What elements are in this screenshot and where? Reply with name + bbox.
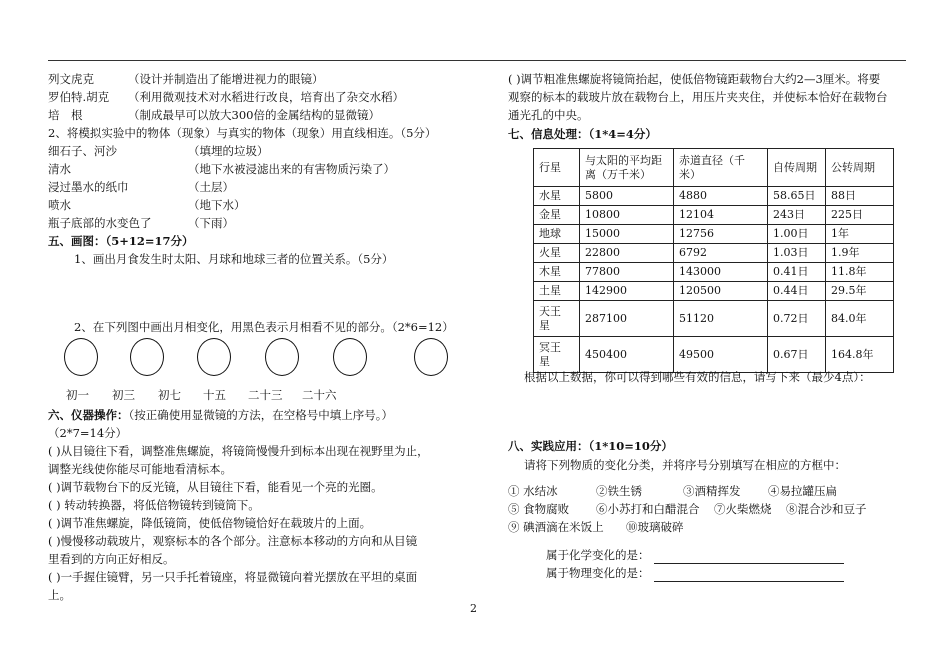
chemical-change-label: 属于化学变化的是： [546, 548, 650, 562]
planet-name: 地球 [534, 225, 580, 244]
moon-phase-circle-4[interactable] [265, 338, 299, 376]
top-rule [48, 60, 906, 61]
item-1: ① 水结冰 [508, 484, 558, 498]
physical-change-label: 属于物理变化的是： [546, 566, 650, 580]
planet-diameter: 143000 [674, 263, 768, 282]
item-2: ②铁生锈 [596, 484, 642, 498]
planet-diameter: 120500 [674, 282, 768, 301]
step-6: ( )一手握住镜臂，另一只手托着镜座，将显微镜向着光摆放在平坦的桌面 [48, 570, 418, 584]
moon-label-6: 二十六 [302, 388, 337, 402]
inventor-2-desc: （利用微观技术对水稻进行改良，培育出了杂交水稻） [128, 90, 404, 104]
planet-distance: 10800 [580, 206, 674, 225]
physical-change-row [546, 564, 844, 582]
planet-name: 木星 [534, 263, 580, 282]
table-row [534, 225, 894, 244]
planet-diameter: 4880 [674, 187, 768, 206]
planet-rotation: 0.41日 [768, 263, 826, 282]
matching-right-5: （下雨） [188, 216, 234, 230]
moon-label-2: 初三 [112, 388, 135, 402]
section-7-title: 七、信息处理：（1*4=4分） [508, 127, 657, 141]
header-rotation: 自传周期 [768, 149, 826, 187]
table-row [534, 282, 894, 301]
inventor-1: 列文虎克 [48, 72, 94, 86]
header-distance: 与太阳的平均距 离（万千米） [580, 149, 674, 187]
planet-diameter: 49500 [674, 337, 768, 373]
section-5-q2: 2、在下列图中画出月相变化，用黑色表示月相看不见的部分。（2*6=12） [74, 320, 454, 334]
item-10: ⑩玻璃破碎 [626, 520, 684, 534]
moon-label-3: 初七 [158, 388, 181, 402]
planet-name: 金星 [534, 206, 580, 225]
planet-revolution: 225日 [826, 206, 894, 225]
planet-name: 水星 [534, 187, 580, 206]
item-7: ⑦火柴燃烧 [714, 502, 772, 516]
section-8-intro: 请将下列物质的变化分类，并将序号分别填写在相应的方框中： [524, 458, 846, 472]
planet-distance: 142900 [580, 282, 674, 301]
planet-distance: 77800 [580, 263, 674, 282]
planet-rotation: 243日 [768, 206, 826, 225]
moon-label-4: 十五 [203, 388, 226, 402]
planet-diameter: 12104 [674, 206, 768, 225]
planet-revolution: 11.8年 [826, 263, 894, 282]
section-5-q1: 1、画出月食发生时太阳、月球和地球三者的位置关系。（5分） [74, 252, 394, 266]
item-8: ⑧混合沙和豆子 [786, 502, 867, 516]
section-5-title: 五、画图：（5+12=17分） [48, 234, 194, 248]
planet-revolution: 1年 [826, 225, 894, 244]
planet-distance: 22800 [580, 244, 674, 263]
planet-diameter: 6792 [674, 244, 768, 263]
planet-distance: 450400 [580, 337, 674, 373]
moon-phase-circle-1[interactable] [64, 338, 98, 376]
table-row [534, 263, 894, 282]
matching-right-3: （土层） [188, 180, 234, 194]
matching-left-5: 瓶子底部的水变色了 [48, 216, 152, 230]
moon-phase-circle-2[interactable] [130, 338, 164, 376]
step-5-cont: 里看到的方向正好相反。 [48, 552, 175, 566]
step-4: ( )调节准焦螺旋，降低镜筒，使低倍物镜恰好在载玻片的上面。 [48, 516, 372, 530]
matching-left-4: 喷水 [48, 198, 71, 212]
planet-table [533, 148, 894, 373]
moon-label-5: 二十三 [248, 388, 283, 402]
planet-rotation: 1.00日 [768, 225, 826, 244]
item-5: ⑤ 食物腐败 [508, 502, 570, 516]
planet-name: 火星 [534, 244, 580, 263]
step-2: ( )调节载物台下的反光镜，从目镜往下看，能看见一个亮的光圈。 [48, 480, 383, 494]
table-row [534, 301, 894, 337]
planet-rotation: 58.65日 [768, 187, 826, 206]
matching-right-1: （填埋的垃圾） [188, 144, 269, 158]
step-5: ( )慢慢移动载玻片，观察标本的各个部分。注意标本移动的方向和从目镜 [48, 534, 418, 548]
matching-left-2: 清水 [48, 162, 71, 176]
planet-revolution: 84.0年 [826, 301, 894, 337]
planet-revolution: 164.8年 [826, 337, 894, 373]
planet-distance: 15000 [580, 225, 674, 244]
table-row [534, 206, 894, 225]
matching-left-3: 浸过墨水的纸巾 [48, 180, 129, 194]
planet-rotation: 0.44日 [768, 282, 826, 301]
moon-phase-circle-3[interactable] [197, 338, 231, 376]
physical-change-answer-field[interactable] [654, 570, 844, 582]
planet-revolution: 88日 [826, 187, 894, 206]
question-2-title: 2、将模拟实验中的物体（现象）与真实的物体（现象）用直线相连。（5分） [48, 126, 437, 140]
planet-name: 土星 [534, 282, 580, 301]
table-question: 根据以上数据，你可以得到哪些有效的信息，请写下来（最少4点）： [524, 370, 871, 384]
header-planet: 行星 [534, 149, 580, 187]
planet-distance: 5800 [580, 187, 674, 206]
page-number: 2 [470, 602, 477, 615]
matching-right-2: （地下水被浸滤出来的有害物质污染了） [188, 162, 395, 176]
item-3: ③酒精挥发 [683, 484, 741, 498]
section-8-title: 八、实践应用：（1*10=10分） [508, 439, 673, 453]
chemical-change-row [546, 546, 844, 564]
planet-rotation: 1.03日 [768, 244, 826, 263]
planet-diameter: 51120 [674, 301, 768, 337]
moon-label-1: 初一 [66, 388, 89, 402]
table-header-row [534, 149, 894, 187]
planet-revolution: 1.9年 [826, 244, 894, 263]
chemical-change-answer-field[interactable] [654, 552, 844, 564]
planet-revolution: 29.5年 [826, 282, 894, 301]
section-6-score: （2*7=14分） [48, 426, 128, 440]
planet-name: 天王 星 [534, 301, 580, 337]
header-diameter: 赤道直径（千 米） [674, 149, 768, 187]
planet-distance: 287100 [580, 301, 674, 337]
item-4: ④易拉罐压扁 [768, 484, 837, 498]
step-1: ( )从目镜往下看，调整准焦螺旋，将镜筒慢慢升到标本出现在视野里为止， [48, 444, 429, 458]
step-3: ( ) 转动转换器，将低倍物镜转到镜筒下。 [48, 498, 260, 512]
table-row [534, 244, 894, 263]
inventor-2: 罗伯特.胡克 [48, 90, 110, 104]
step-7-cont-2: 通光孔的中央。 [508, 108, 589, 122]
section-6-note: （按正确使用显微镜的方法，在空格号中填上序号。） [128, 408, 393, 422]
step-7: ( )调节粗准焦螺旋将镜筒抬起，使低倍物镜距载物台大约2—3厘米。将要 [508, 72, 881, 86]
matching-left-1: 细石子、河沙 [48, 144, 117, 158]
moon-phase-circle-6[interactable] [414, 338, 448, 376]
planet-rotation: 0.72日 [768, 301, 826, 337]
inventor-1-desc: （设计并制造出了能增进视力的眼镜） [128, 72, 324, 86]
step-1-cont: 调整光线使你能尽可能地看清标本。 [48, 462, 232, 476]
planet-rotation: 0.67日 [768, 337, 826, 373]
matching-right-4: （地下水） [188, 198, 246, 212]
item-9: ⑨ 碘酒滴在米饭上 [508, 520, 604, 534]
section-6-heading [48, 406, 393, 424]
step-6-cont: 上。 [48, 588, 71, 602]
inventor-3: 培 根 [48, 108, 83, 122]
planet-name: 冥王 星 [534, 337, 580, 373]
moon-phase-circle-5[interactable] [333, 338, 367, 376]
planet-diameter: 12756 [674, 225, 768, 244]
inventor-3-desc: （制成最早可以放大300倍的金属结构的显微镜） [128, 108, 380, 122]
step-7-cont-1: 观察的标本的载玻片放在载物台上，用压片夹夹住，并使标本恰好在载物台 [508, 90, 888, 104]
header-revolution: 公转周期 [826, 149, 894, 187]
section-6-title: 六、仪器操作： [48, 408, 129, 422]
table-row [534, 187, 894, 206]
item-6: ⑥小苏打和白醋混合 [596, 502, 700, 516]
